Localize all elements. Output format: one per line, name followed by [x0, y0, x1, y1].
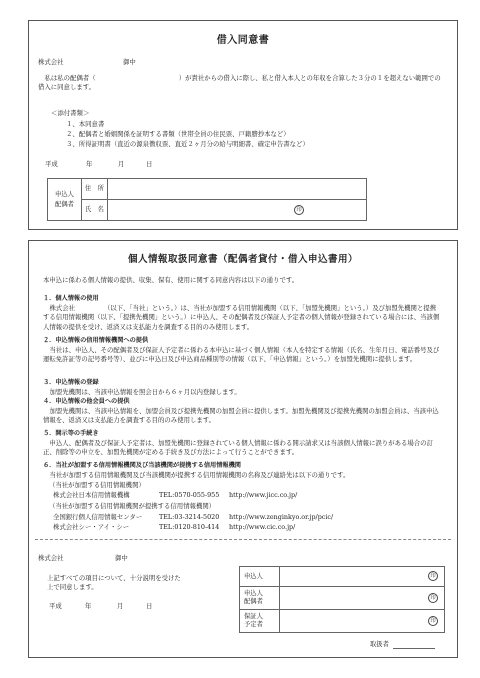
consent-signature-box	[47, 178, 367, 221]
applicant-label: 申込人	[240, 567, 280, 587]
address-field[interactable]	[108, 179, 367, 200]
attachment-item: １、本同意書	[66, 120, 105, 128]
agency-url[interactable]: http://www.zenginkyo.or.jp/pcic/	[229, 513, 334, 521]
section-body: 申込人、配偶者及び保証人予定者は、加盟先機関に登録されている個人情報に係わる開示請求又は当該個人情報に誤りがある場合の訂正、削除等の申立を、加盟先機関が定める手続き及び方法によって行うことができます。	[43, 439, 433, 457]
agency-name: 株式会社日本信用情報機構	[53, 491, 130, 499]
section-heading: ３．申込情報の登録	[43, 379, 99, 386]
consent-form	[28, 20, 458, 230]
spouse-field[interactable]	[280, 587, 445, 610]
seal-mark: 印	[428, 571, 438, 581]
privacy-title: 個人情報取扱同意書（配偶者貸付・借入申込書用）	[127, 254, 358, 265]
partner-agency-label: （当社が加盟する信用情報機関が提携する信用情報機関）	[49, 502, 216, 510]
seal-mark: 印	[428, 616, 438, 626]
section-heading: ４．申込情報の他会員への提供	[43, 398, 130, 405]
section-body: 加盟先機関は、当該申込情報を照会日から６ヶ月以内登録します。	[49, 388, 241, 396]
name-field[interactable]	[108, 200, 367, 221]
handler-label: 取扱者	[370, 641, 389, 648]
agency-phone: TEL:0570-055-955	[159, 491, 220, 499]
section-heading: ５．開示等の手続き	[43, 430, 99, 437]
agency-phone: TEL:03-3214-5020	[159, 513, 220, 521]
consent-title: 借入同意書	[216, 35, 270, 46]
agency-url[interactable]: http://www.cic.co.jp/	[229, 523, 296, 531]
agency-name: 全国銀行個人信用情報センター	[53, 513, 143, 521]
privacy-signature-box	[239, 566, 445, 633]
privacy-date-day: 日	[146, 602, 153, 610]
privacy-consent-form	[28, 240, 458, 658]
spouse-label: 申込人 配偶者	[240, 587, 280, 610]
consent-date-year: 年	[86, 160, 93, 168]
section-body: 加盟先機関は、当該申込情報を、加盟会員及び提携先機関の加盟会員に提供します。加盟先機関及び提携先機関の加盟会員は、当該申込情報を、返済又は支払能力を調査する目的のみ使用します。	[43, 407, 439, 425]
address-label: 住 所	[82, 179, 108, 200]
consent-date-month: 月	[118, 160, 125, 168]
consent-date-day: 日	[146, 160, 153, 168]
privacy-company: 株式会社	[38, 554, 64, 562]
agency-url[interactable]: http://www.jicc.co.jp/	[229, 491, 298, 499]
seal-mark: 印	[428, 593, 438, 603]
cut-line	[35, 539, 451, 540]
attachments-heading: ＜添付書類＞	[51, 109, 90, 117]
consent-date-era: 平成	[45, 160, 58, 168]
guarantor-label: 保証人 予定者	[240, 610, 280, 633]
applicant-field[interactable]	[280, 567, 445, 587]
attachment-item: ３、所得証明書（直近の源泉徴収票、直近２ヶ月分の給与明細書、確定申告書など）	[66, 140, 309, 148]
privacy-date-era: 平成	[49, 602, 62, 610]
agency-name: 株式会社シー・アイ・シー	[53, 523, 130, 531]
privacy-intro: 本申込に係わる個人情報の提供、収集、保有、使用に関する同意内容は以下の通りです。	[43, 276, 299, 284]
agency-phone: TEL:0120-810-414	[159, 523, 220, 531]
section-heading: ６．当社が加盟する信用情報機関及び当該機関が提携する信用情報機関	[43, 462, 241, 469]
privacy-date-year: 年	[85, 602, 92, 610]
privacy-date-month: 月	[117, 602, 124, 610]
name-label: 氏 名	[82, 200, 108, 221]
member-agency-label: （当社が加盟する信用情報機関）	[49, 481, 145, 489]
seal-mark: 印	[294, 205, 304, 215]
attachment-item: ２、配偶者と婚姻関係を証明する書類（世帯全員の住民票、戸籍謄抄本など）	[66, 130, 290, 138]
consent-body: 私は私の配偶者（ ）が貴社からの借入に際し、私と借入本人との年収を合算した３分の１を超えない範囲での借入に同意します。	[38, 74, 441, 92]
consent-company: 株式会社	[38, 58, 64, 66]
section-body: 当社が加盟する信用情報機関及び当該機関が提携する信用情報機関の名称及び連絡先は以下の通りです。	[49, 471, 350, 479]
guarantor-field[interactable]	[280, 610, 445, 633]
handler-signature-line[interactable]	[393, 648, 435, 649]
section-heading: ２．申込情報の信用情報機関への提供	[43, 337, 149, 344]
signer-label: 申込人 配偶者	[48, 179, 82, 221]
section-body: 当社は、申込人、その配偶者及び保証人予定者に係わる本申込に基づく個人情報（本人を特定する情報（氏名、生年月日、電話番号及び運転免許証等の記号番号等）、並びに申込日及び申込商品種別等の情報（以下、「申込情報」という。）を加盟先機関に提供します。	[43, 346, 440, 364]
privacy-addressee: 御中	[115, 554, 128, 562]
section-body: 株式会社 （以下、「当社」という。）は、当社が加盟する信用情報機関（以下、「加盟先機関」という。）及び加盟先機関と提携する信用情報機関（以下、「提携先機関」という。）に申込人、その配偶者及び保証人予定者の個人情報が登録されている場合には、当該個人情報の提供を受け、返済又は支払能力を調査する目的のみ使用します。	[43, 304, 440, 331]
privacy-agreement: 上記すべての項目について、十分説明を受けた上で同意します。	[47, 574, 181, 592]
consent-addressee: 御中	[123, 58, 136, 66]
section-heading: １．個人情報の使用	[43, 295, 99, 302]
